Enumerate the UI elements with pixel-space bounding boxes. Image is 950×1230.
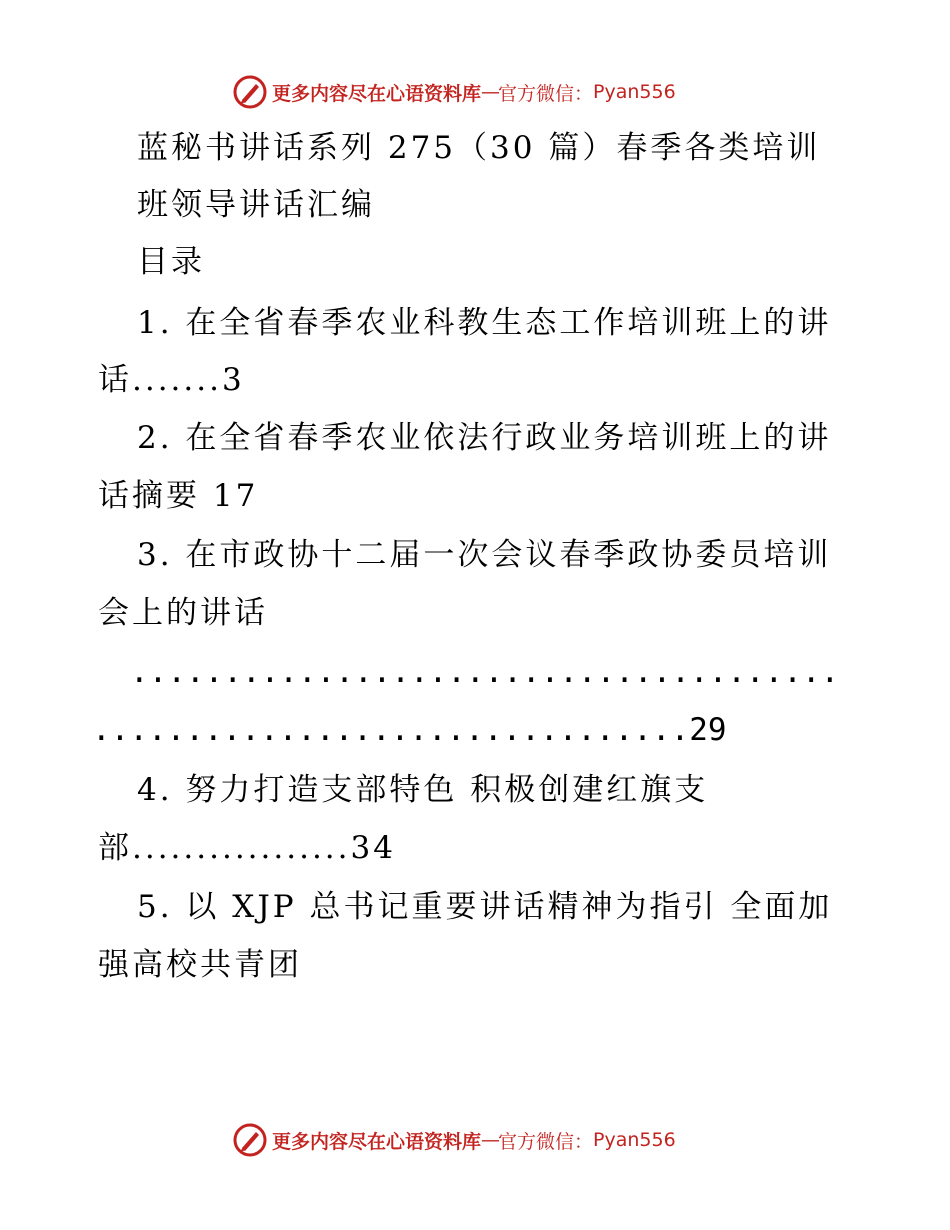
toc-heading: 目录: [137, 244, 205, 280]
toc-entry-1-line-2[interactable]: 话.......3: [98, 362, 245, 398]
watermark-label: 官方微信：: [498, 82, 594, 105]
watermark-text: 更多内容尽在心语资料库: [272, 82, 482, 105]
watermark-label: 官方微信：: [498, 1130, 594, 1153]
pen-logo-icon: [232, 1122, 268, 1158]
toc-entry-1-line-1[interactable]: 1. 在全省春季农业科教生态工作培训班上的讲: [137, 305, 832, 341]
toc-entry-4-line-1[interactable]: 4. 努力打造支部特色 积极创建红旗支: [137, 772, 709, 808]
toc-entry-2-line-1[interactable]: 2. 在全省春季农业依法行政业务培训班上的讲: [137, 420, 832, 456]
watermark-dash: —: [481, 1129, 499, 1151]
document-title-line-2: 班领导讲话汇编: [137, 187, 375, 223]
toc-entry-3-leader-dots: ......................................: [130, 654, 840, 690]
document-title-line-1: 蓝秘书讲话系列 275（30 篇）春季各类培训: [137, 130, 821, 166]
watermark-footer: [232, 1122, 712, 1158]
toc-entry-3-leader-dots-page[interactable]: ................................29: [92, 712, 727, 748]
watermark-text: 更多内容尽在心语资料库: [272, 1130, 482, 1153]
toc-entry-2-line-2[interactable]: 话摘要 17: [98, 478, 259, 514]
toc-entry-3-line-1[interactable]: 3. 在市政协十二届一次会议春季政协委员培训: [137, 537, 832, 573]
pen-logo-icon: [232, 74, 268, 110]
toc-entry-5-line-1[interactable]: 5. 以 XJP 总书记重要讲话精神为指引 全面加: [137, 889, 833, 925]
toc-entry-4-line-2[interactable]: 部.................34: [98, 830, 396, 866]
watermark-wechat-id: Pyan556: [593, 1129, 676, 1151]
watermark-dash: —: [481, 81, 499, 103]
toc-entry-5-line-2[interactable]: 强高校共青团: [98, 947, 302, 983]
watermark-header: [232, 74, 712, 110]
toc-entry-3-line-2[interactable]: 会上的讲话: [98, 595, 268, 631]
watermark-wechat-id: Pyan556: [593, 81, 676, 103]
